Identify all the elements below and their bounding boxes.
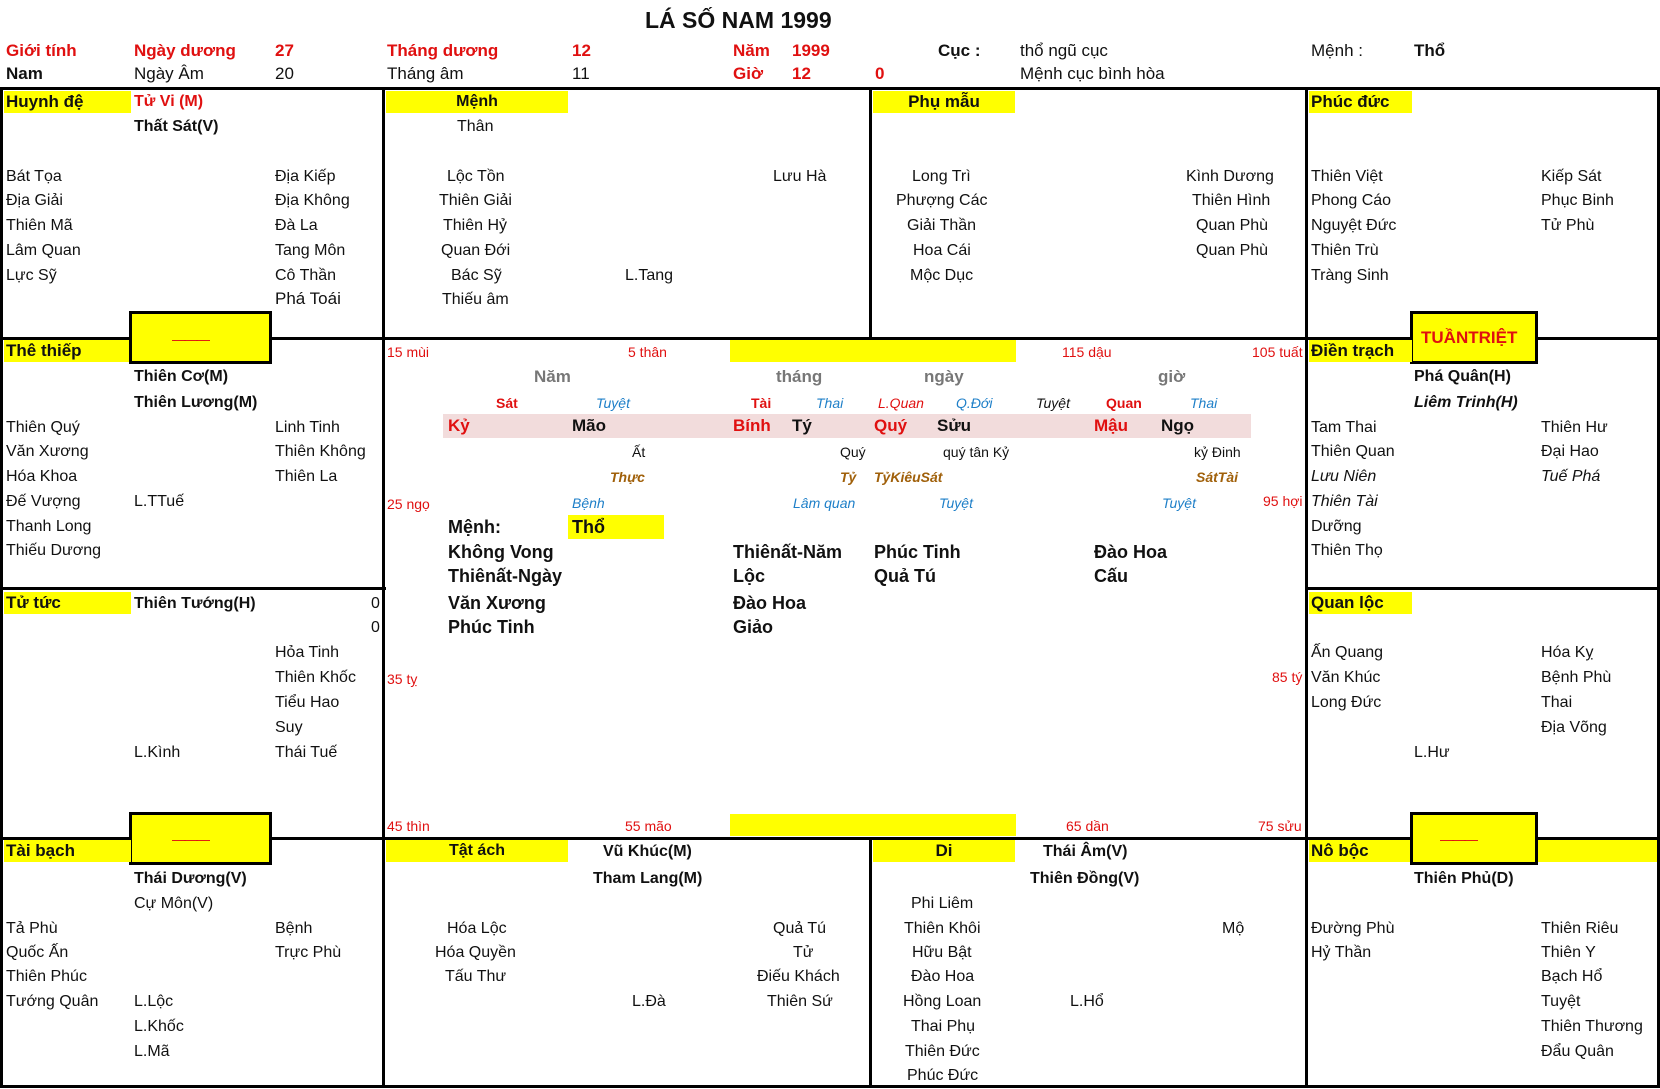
can-chi-label: Sát xyxy=(496,395,518,411)
can-chi-label: Quan xyxy=(1106,395,1142,411)
age-label: 85 tý xyxy=(1272,669,1303,685)
age-label: 105 tuất xyxy=(1252,344,1303,360)
star: Điếu Khách xyxy=(757,968,840,985)
star: Đường Phù xyxy=(1311,920,1395,937)
star: Thai xyxy=(1541,694,1573,711)
ngayam-value: 20 xyxy=(275,64,294,83)
thangduong-value: 12 xyxy=(572,41,591,60)
star: Lộc Tồn xyxy=(447,168,505,185)
star: L.Hư xyxy=(1414,744,1450,761)
main-star: Tử Vi (M) xyxy=(134,93,204,110)
star: Hóa Lộc xyxy=(447,920,507,937)
star: Đại Hao xyxy=(1541,443,1599,460)
star: Thiên Riêu xyxy=(1541,920,1619,937)
star: Quả Tú xyxy=(773,920,827,937)
star: Địa Giải xyxy=(6,192,63,209)
star: Phục Binh xyxy=(1541,192,1614,209)
star: Đào Hoa xyxy=(911,968,975,985)
nam-value: 1999 xyxy=(792,41,830,60)
main-star: Thiên Cơ(M) xyxy=(134,368,229,385)
grid-line-right-2 xyxy=(1305,587,1660,590)
main-star: Thiên Tướng(H) xyxy=(134,595,256,612)
grid-line-v2-bottom xyxy=(869,837,872,1088)
can-chi: Kỷ xyxy=(448,416,470,435)
star: Mộ xyxy=(1222,920,1245,937)
column-ngay: ngày xyxy=(924,367,964,386)
main-star: Thiên Lương(M) xyxy=(134,394,258,411)
star: Thiên Y xyxy=(1541,944,1596,961)
can-chi-label: Tài xyxy=(751,395,772,411)
star: L.Hổ xyxy=(1070,993,1104,1010)
star: Bệnh xyxy=(275,920,313,937)
cuc-value: thổ ngũ cục xyxy=(1020,41,1108,60)
truong-sinh: Lâm quan xyxy=(793,495,856,511)
grid-line-v0 xyxy=(0,87,3,1088)
star: Bạch Hổ xyxy=(1541,968,1603,985)
star: Văn Xương xyxy=(6,443,89,460)
marker-dash: ——— xyxy=(1440,831,1476,847)
star: Đẩu Quân xyxy=(1541,1043,1614,1060)
star: Thai Phụ xyxy=(911,1018,976,1035)
can-chi: Mão xyxy=(572,416,606,435)
center-menh-label: Mệnh: xyxy=(448,517,501,537)
star: Ấn Quang xyxy=(1311,644,1384,661)
star: Đế Vượng xyxy=(6,493,81,510)
can-chi-row-bg xyxy=(443,414,1251,438)
star: Tam Thai xyxy=(1311,419,1377,436)
star: Quan Phù xyxy=(1196,242,1269,259)
grid-line-top xyxy=(0,87,1660,90)
age-label: 15 mùi xyxy=(387,344,430,360)
gio-minute: 0 xyxy=(875,64,885,83)
thap-than: SátTài xyxy=(1196,469,1239,485)
star: Quốc Ấn xyxy=(6,944,69,961)
can-chi-label: Tuyệt xyxy=(1036,395,1070,411)
star: Tả Phù xyxy=(6,920,58,937)
center-yellow-bar-top xyxy=(730,340,1016,362)
truong-sinh: Tuyệt xyxy=(1162,495,1196,511)
star: Đà La xyxy=(275,217,318,234)
grid-line-v3 xyxy=(1305,87,1308,1088)
star: Giải Thần xyxy=(907,217,977,234)
value: 0 xyxy=(371,595,380,612)
thap-than: Tỷ xyxy=(840,469,857,485)
palace-name: Phúc đức xyxy=(1309,91,1412,113)
main-star: Phá Quân(H) xyxy=(1414,368,1511,385)
star: Thiên Không xyxy=(275,443,366,460)
star: Bác Sỹ xyxy=(451,267,502,284)
star: Cô Thần xyxy=(275,267,337,284)
star: Thiên Khốc xyxy=(275,669,356,686)
can-chi: Sửu xyxy=(937,416,972,435)
star: Quan Phù xyxy=(1196,217,1269,234)
can-chi-label: Thai xyxy=(816,395,844,411)
grid-line-v2-top xyxy=(869,87,872,338)
than-sat: Thiênất-Ngày xyxy=(448,566,563,586)
star: Bệnh Phù xyxy=(1541,669,1612,686)
than-sat: Quả Tú xyxy=(874,566,936,586)
tang-can: quý tân Kỷ xyxy=(943,444,1010,460)
star: Thiên Hỷ xyxy=(443,217,508,234)
star: Thiên Quan xyxy=(1311,443,1395,460)
star: Tràng Sinh xyxy=(1311,267,1389,284)
ngayam-label: Ngày Âm xyxy=(134,64,204,83)
star: Lực Sỹ xyxy=(6,267,57,284)
star: Tử Phù xyxy=(1541,217,1595,234)
star: Tuế Phá xyxy=(1541,468,1601,485)
star: Dưỡng xyxy=(1311,518,1362,535)
age-label: 5 thân xyxy=(628,344,667,360)
star: Thiên Phúc xyxy=(6,968,87,985)
than-sat: Lộc xyxy=(733,566,766,586)
main-star: Thái Âm(V) xyxy=(1043,843,1128,860)
star: Thiên Trù xyxy=(1311,242,1379,259)
palace-name: Huynh đệ xyxy=(4,91,131,113)
star: Nguyệt Đức xyxy=(1311,217,1397,234)
palace-name: Điền trạch xyxy=(1309,340,1412,362)
palace-name: Tài bạch xyxy=(4,840,131,862)
star: Tiểu Hao xyxy=(275,694,340,711)
star: Thái Tuế xyxy=(275,744,338,761)
star: Bát Tọa xyxy=(6,168,62,185)
age-label: 115 dậu xyxy=(1062,344,1112,360)
star: L.Đà xyxy=(632,993,666,1010)
main-star: Thái Dương(V) xyxy=(134,870,247,887)
star: Thiên Sứ xyxy=(767,993,833,1010)
star: Hóa Khoa xyxy=(6,468,78,485)
star: Phong Cáo xyxy=(1311,192,1392,209)
star: Trực Phù xyxy=(275,944,342,961)
star: Hỷ Thần xyxy=(1311,944,1372,961)
age-label: 65 dần xyxy=(1066,818,1109,834)
star: Phá Toái xyxy=(275,289,341,308)
star: Thiên Đức xyxy=(905,1043,980,1060)
palace-name: Phụ mẫu xyxy=(873,91,1015,113)
star: Thiên Hư xyxy=(1541,419,1608,436)
page-title: LÁ SỐ NAM 1999 xyxy=(645,7,832,33)
menh-label: Mệnh : xyxy=(1311,41,1363,60)
tuan-triet-label: TUẦNTRIỆT xyxy=(1421,328,1518,347)
star: Kình Dương xyxy=(1186,168,1274,185)
star: Tấu Thư xyxy=(445,968,507,985)
can-chi: Quý xyxy=(874,416,908,435)
truong-sinh: Bệnh xyxy=(572,495,605,511)
palace-name: Tử tức xyxy=(4,592,131,614)
star: Thiên Thương xyxy=(1541,1018,1643,1035)
star: Linh Tinh xyxy=(275,419,340,436)
main-star: Thất Sát(V) xyxy=(134,118,219,135)
star: Hóa Kỵ xyxy=(1541,644,1594,661)
star: Địa Võng xyxy=(1541,719,1607,736)
star: Phi Liêm xyxy=(911,895,974,912)
palace-name: Mệnh xyxy=(386,91,568,113)
age-label: 55 mão xyxy=(625,818,672,834)
age-label: 75 sửu xyxy=(1258,818,1302,834)
can-chi: Mậu xyxy=(1094,416,1128,435)
star: Lâm Quan xyxy=(6,242,81,259)
can-chi-label: Q.Đới xyxy=(956,395,993,411)
can-chi: Tý xyxy=(792,416,812,435)
star: Thanh Long xyxy=(6,518,92,535)
star: Phúc Đức xyxy=(907,1067,979,1084)
than-sat: Đào Hoa xyxy=(733,593,807,613)
center-yellow-bar-bottom xyxy=(730,814,1016,836)
gio-label: Giờ xyxy=(733,64,764,83)
cuc-label: Cục : xyxy=(938,41,981,60)
star: Hoa Cái xyxy=(913,242,971,259)
star: Văn Khúc xyxy=(1311,669,1381,686)
marker-dash: ——— xyxy=(172,831,208,847)
tang-can: Ất xyxy=(632,444,646,460)
star: L.TTuế xyxy=(134,493,185,510)
than-sat: Đào Hoa xyxy=(1094,542,1168,562)
can-chi-label: L.Quan xyxy=(878,395,924,411)
menh-value: Thổ xyxy=(1414,41,1446,60)
star: Thiên Giải xyxy=(439,192,512,209)
palace-name: Quan lộc xyxy=(1309,592,1412,614)
truong-sinh: Tuyệt xyxy=(939,495,973,511)
than-sat: Văn Xương xyxy=(448,593,546,613)
main-star: Cự Môn(V) xyxy=(134,895,214,912)
star: Thiên Hình xyxy=(1192,192,1271,209)
main-star: Liêm Trinh(H) xyxy=(1414,394,1518,411)
than-sat: Phúc Tinh xyxy=(874,542,961,562)
thap-than: Thực xyxy=(610,469,645,485)
age-label: 45 thìn xyxy=(387,818,430,834)
palace-name: Di xyxy=(873,840,1015,862)
star: Tuyệt xyxy=(1541,993,1581,1010)
star: Hồng Loan xyxy=(903,993,982,1010)
star: Thiên La xyxy=(275,468,338,485)
star: Tử xyxy=(793,944,814,961)
star: Thiên Mã xyxy=(6,217,73,234)
thangam-label: Tháng âm xyxy=(387,64,464,83)
ngayduong-value: 27 xyxy=(275,41,294,60)
sub-label: Thân xyxy=(457,118,494,135)
star: Tướng Quân xyxy=(6,993,99,1010)
age-label: 95 hợi xyxy=(1263,493,1303,509)
than-sat: Thiênất-Năm xyxy=(733,542,843,562)
star: Thiên Khôi xyxy=(904,920,981,937)
star: Thiên Thọ xyxy=(1311,542,1383,559)
star: Long Đức xyxy=(1311,694,1382,711)
star: L.Lộc xyxy=(134,993,174,1010)
can-chi-label: Tuyệt xyxy=(596,395,630,411)
star: Suy xyxy=(275,719,303,736)
star: Thiếu âm xyxy=(442,291,509,308)
star: Lưu Hà xyxy=(773,168,827,185)
age-label: 25 ngọ xyxy=(387,496,430,512)
grid-line-v1 xyxy=(382,87,385,1088)
can-chi-label: Thai xyxy=(1190,395,1218,411)
star: Long Trì xyxy=(912,168,971,185)
than-sat: Phúc Tinh xyxy=(448,617,535,637)
main-star: Vũ Khúc(M) xyxy=(603,843,692,860)
star: L.Tang xyxy=(625,267,674,284)
main-star: Thiên Đồng(V) xyxy=(1030,870,1140,887)
star: Kiếp Sát xyxy=(1541,168,1602,185)
star: Hỏa Tinh xyxy=(275,644,340,661)
column-nam: Năm xyxy=(534,367,571,386)
star: Địa Kiếp xyxy=(275,168,336,185)
can-chi: Bính xyxy=(733,416,771,435)
palace-name: Nô bộc xyxy=(1311,841,1369,860)
star: Thiên Quý xyxy=(6,419,80,436)
value: 0 xyxy=(371,619,380,636)
star: Địa Không xyxy=(275,192,350,209)
ngayduong-label: Ngày dương xyxy=(134,41,236,60)
than-sat: Giảo xyxy=(733,617,774,637)
star: Thiên Tài xyxy=(1311,493,1378,510)
star: Tang Môn xyxy=(275,242,346,259)
tang-can: Quý xyxy=(840,444,866,460)
palace-name: Tật ách xyxy=(386,840,568,862)
star: Hữu Bật xyxy=(912,944,972,961)
star: Mộc Dục xyxy=(910,267,974,284)
star: Quan Đới xyxy=(441,242,511,259)
grid-line-left-2 xyxy=(0,587,386,590)
column-thang: tháng xyxy=(776,367,823,386)
marker-dash: ——— xyxy=(172,331,208,347)
tang-can: kỷ Đinh xyxy=(1194,444,1241,460)
main-star: Thiên Phủ(D) xyxy=(1414,870,1514,887)
column-gio: giờ xyxy=(1158,367,1186,386)
gioitinh-value: Nam xyxy=(6,64,43,83)
thangduong-label: Tháng dương xyxy=(387,41,499,60)
can-chi: Ngọ xyxy=(1161,416,1195,435)
star: L.Kình xyxy=(134,744,181,761)
than-sat: Không Vong xyxy=(448,542,554,562)
main-star: Tham Lang(M) xyxy=(593,870,703,887)
palace-name: Thê thiếp xyxy=(4,340,131,362)
nam-label: Năm xyxy=(733,41,770,60)
star: Thiên Việt xyxy=(1311,168,1383,185)
star: L.Khốc xyxy=(134,1018,184,1035)
center-menh-value: Thổ xyxy=(568,515,664,539)
grid-line-bottom xyxy=(0,1085,1660,1088)
star: Hóa Quyền xyxy=(435,944,516,961)
age-label: 35 tỵ xyxy=(387,671,418,687)
than-sat: Cấu xyxy=(1094,566,1129,586)
gio-value: 12 xyxy=(792,64,811,83)
star: Lưu Niên xyxy=(1311,468,1377,485)
star: L.Mã xyxy=(134,1043,170,1060)
gioitinh-label: Giới tính xyxy=(6,41,77,60)
star: Thiếu Dương xyxy=(6,542,102,559)
star: Phượng Các xyxy=(896,192,988,209)
thap-than: TỷKiêuSát xyxy=(874,469,943,485)
thangam-value: 11 xyxy=(572,64,590,83)
cuc-description: Mệnh cục bình hòa xyxy=(1020,64,1165,83)
